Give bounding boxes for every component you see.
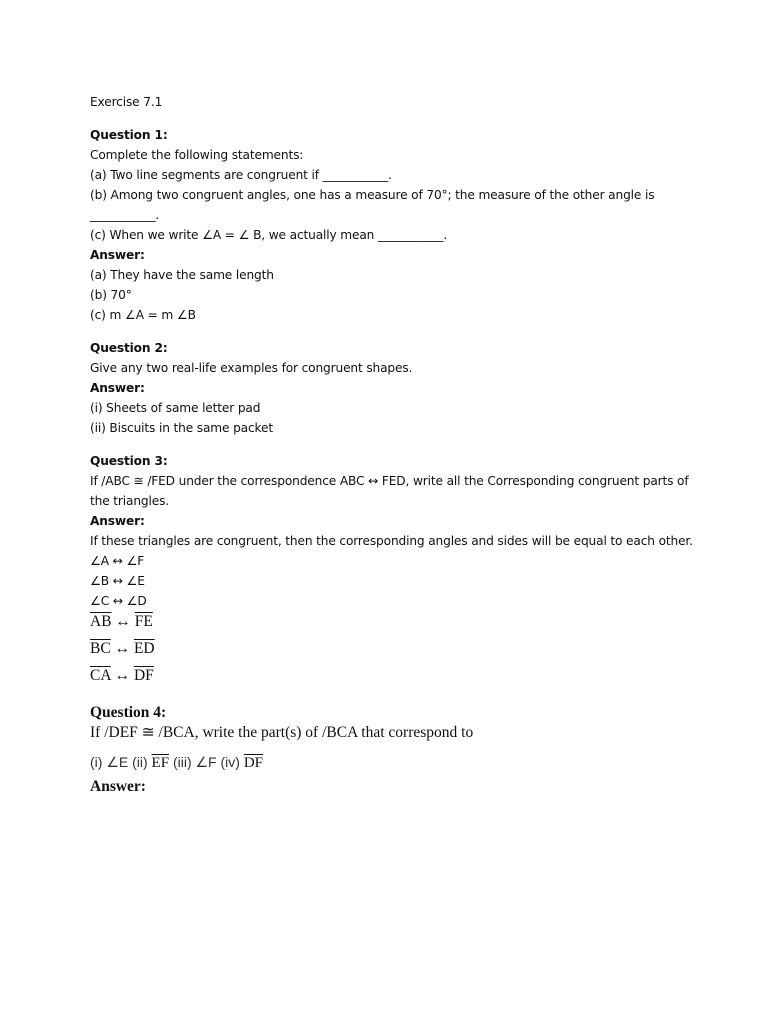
question-1-part-b-blank: ___________. [90,208,160,222]
side-arrow: ↔ [115,613,131,630]
angle-correspondence-2: ∠B ↔ ∠E [90,574,145,588]
side-arrow: ↔ [114,640,131,657]
question-3-answer-label: Answer: [90,514,145,528]
question-3-answer-intro: If these triangles are congruent, then the corresponding angles and sides will be equal to each other. [90,534,693,548]
part-df: $\overline{DF}$ [243,755,264,771]
question-3-prompt-cont: the triangles. [90,494,169,508]
question-1-part-c: (c) When we write ∠A = ∠ B, we actually mean ___________. [90,228,448,242]
exercise-title: Exercise 7.1 [90,95,163,109]
question-3-prompt: If /ABC ≅ /FED under the correspondence ABC ↔ FED, write all the Corresponding congruent parts of [90,474,689,488]
side-right: $\overline{FE}$ [134,613,153,630]
question-1-answer-b: (b) 70° [90,288,132,302]
angle-correspondence-1: ∠A ↔ ∠F [90,554,145,568]
side-left: $\overline{CA}$ [90,667,111,684]
question-1-part-b: (b) Among two congruent angles, one has a measure of 70°; the measure of the other angle is [90,188,655,202]
part-ef: $\overline{EF}$ [151,755,170,771]
side-right: $\overline{DF}$ [133,667,154,684]
question-2-answer-ii: (ii) Biscuits in the same packet [90,421,273,435]
side-correspondence-3 [90,668,730,684]
side-arrow: ↔ [114,667,131,684]
question-1-answer-a: (a) They have the same length [90,268,274,282]
question-1-prompt: Complete the following statements: [90,148,304,162]
question-3-heading: Question 3: [90,454,168,468]
question-2-prompt: Give any two real-life examples for congruent shapes. [90,361,413,375]
question-2-answer-label: Answer: [90,381,145,395]
question-1-heading: Question 1: [90,128,168,142]
question-1-answer-label: Answer: [90,248,145,262]
question-1-answer-c: (c) m ∠A = m ∠B [90,308,196,322]
question-4-prompt: If /DEF ≅ /BCA, write the part(s) of /BCA that correspond to [90,724,474,741]
question-2-answer-i: (i) Sheets of same letter pad [90,401,261,415]
side-right: $\overline{ED}$ [133,640,155,657]
side-correspondence-1 [90,614,730,630]
angle-correspondence-3: ∠C ↔ ∠D [90,594,147,608]
question-4-heading: Question 4: [90,704,167,721]
side-correspondence-2 [90,641,730,657]
question-1-part-a: (a) Two line segments are congruent if ___________. [90,168,392,182]
question-4-answer-label: Answer: [90,778,146,795]
part-i: (i) ∠E (ii) [90,754,148,770]
side-left: $\overline{AB}$ [90,613,112,630]
question-2-heading: Question 2: [90,341,168,355]
question-4-parts [90,754,263,772]
part-iii: (iii) ∠F (iv) [172,754,240,770]
side-left: $\overline{BC}$ [90,640,111,657]
